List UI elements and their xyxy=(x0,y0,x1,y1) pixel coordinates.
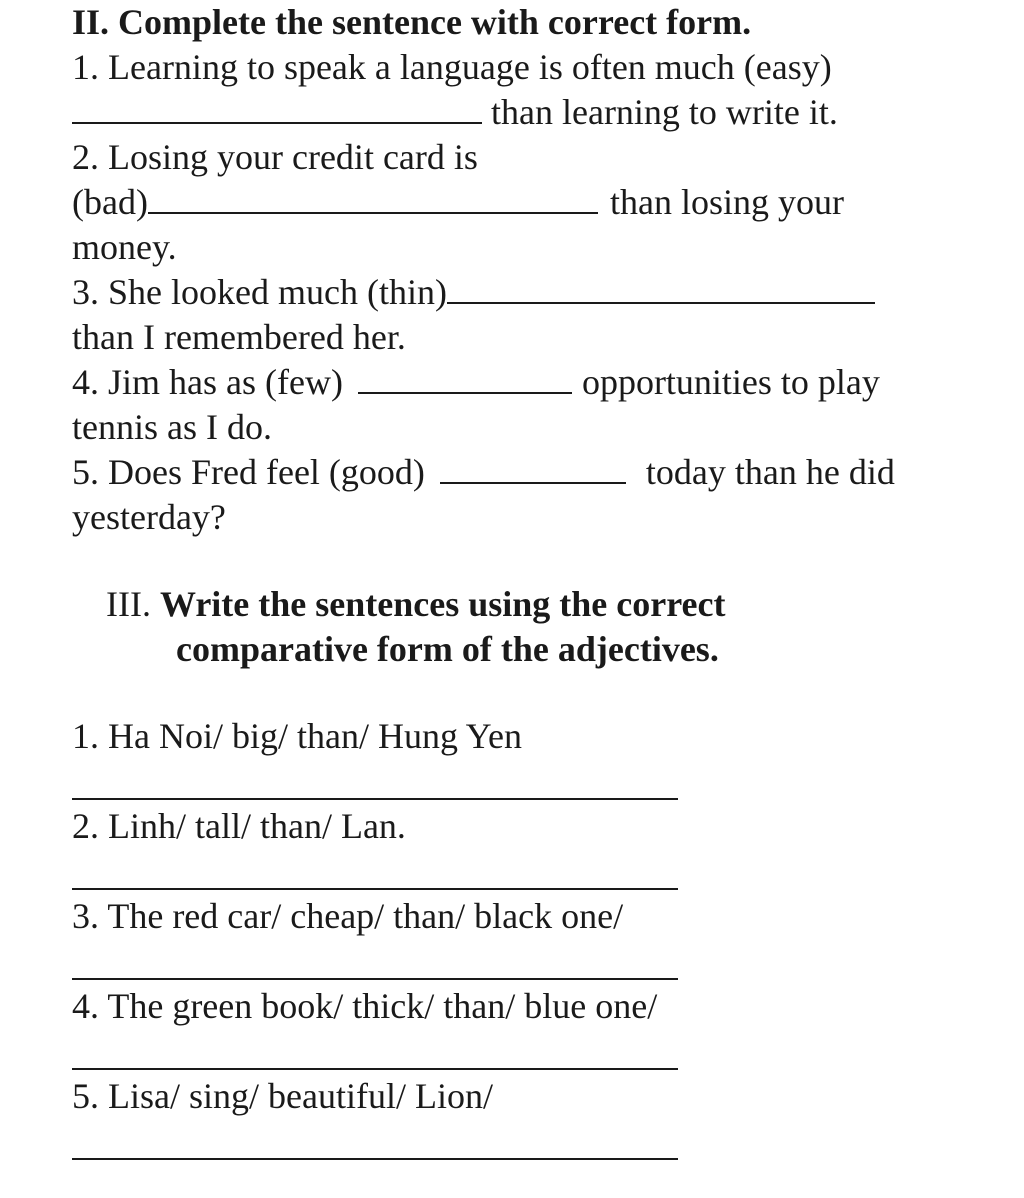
s3-answer-line-5[interactable] xyxy=(72,1158,678,1160)
q4-blank[interactable] xyxy=(358,362,572,394)
q4-line-2: tennis as I do. xyxy=(72,407,272,447)
q4-line-1-text: opportunities to play xyxy=(581,362,880,402)
s3-answer-line-1[interactable] xyxy=(72,798,678,800)
q5-blank[interactable] xyxy=(440,452,626,484)
q3-text: 3. She looked much (thin) xyxy=(72,272,447,312)
q2-blank[interactable] xyxy=(148,182,598,214)
q1-line-2 xyxy=(72,90,838,134)
q3-line-1 xyxy=(72,270,875,314)
section-2-heading: II. Complete the sentence with correct form. xyxy=(72,2,752,42)
q2-line-3: money. xyxy=(72,227,177,267)
q2-line-2-text: than losing your xyxy=(609,182,844,222)
q3-blank[interactable] xyxy=(447,272,875,304)
q4-text: 4. Jim has as (few) xyxy=(72,362,343,402)
section-3-numeral: III. xyxy=(106,584,151,624)
q2-hint: (bad) xyxy=(72,182,148,222)
q4-line-1 xyxy=(72,360,880,404)
s3-item-5: 5. Lisa/ sing/ beautiful/ Lion/ xyxy=(72,1076,493,1116)
s3-item-1: 1. Ha Noi/ big/ than/ Hung Yen xyxy=(72,716,522,756)
s3-item-4: 4. The green book/ thick/ than/ blue one/ xyxy=(72,986,658,1026)
s3-answer-line-3[interactable] xyxy=(72,978,678,980)
s3-item-2: 2. Linh/ tall/ than/ Lan. xyxy=(72,806,406,846)
q5-line-1-text: today than he did xyxy=(645,452,895,492)
q1-line-1: 1. Learning to speak a language is often much (easy) xyxy=(72,47,832,87)
q2-line-2 xyxy=(72,180,844,224)
q5-line-2: yesterday? xyxy=(72,497,226,537)
q1-line-2-text: than learning to write it. xyxy=(491,92,838,132)
section-3-heading xyxy=(106,582,726,626)
q3-line-2: than I remembered her. xyxy=(72,317,406,357)
section-3-heading-line-2: comparative form of the adjectives. xyxy=(176,629,719,669)
q1-blank[interactable] xyxy=(72,92,482,124)
q5-line-1 xyxy=(72,450,895,494)
s3-answer-line-2[interactable] xyxy=(72,888,678,890)
s3-item-3: 3. The red car/ cheap/ than/ black one/ xyxy=(72,896,624,936)
q5-text: 5. Does Fred feel (good) xyxy=(72,452,425,492)
q2-line-1: 2. Losing your credit card is xyxy=(72,137,478,177)
section-3-heading-line-1: Write the sentences using the correct xyxy=(159,584,726,624)
s3-answer-line-4[interactable] xyxy=(72,1068,678,1070)
